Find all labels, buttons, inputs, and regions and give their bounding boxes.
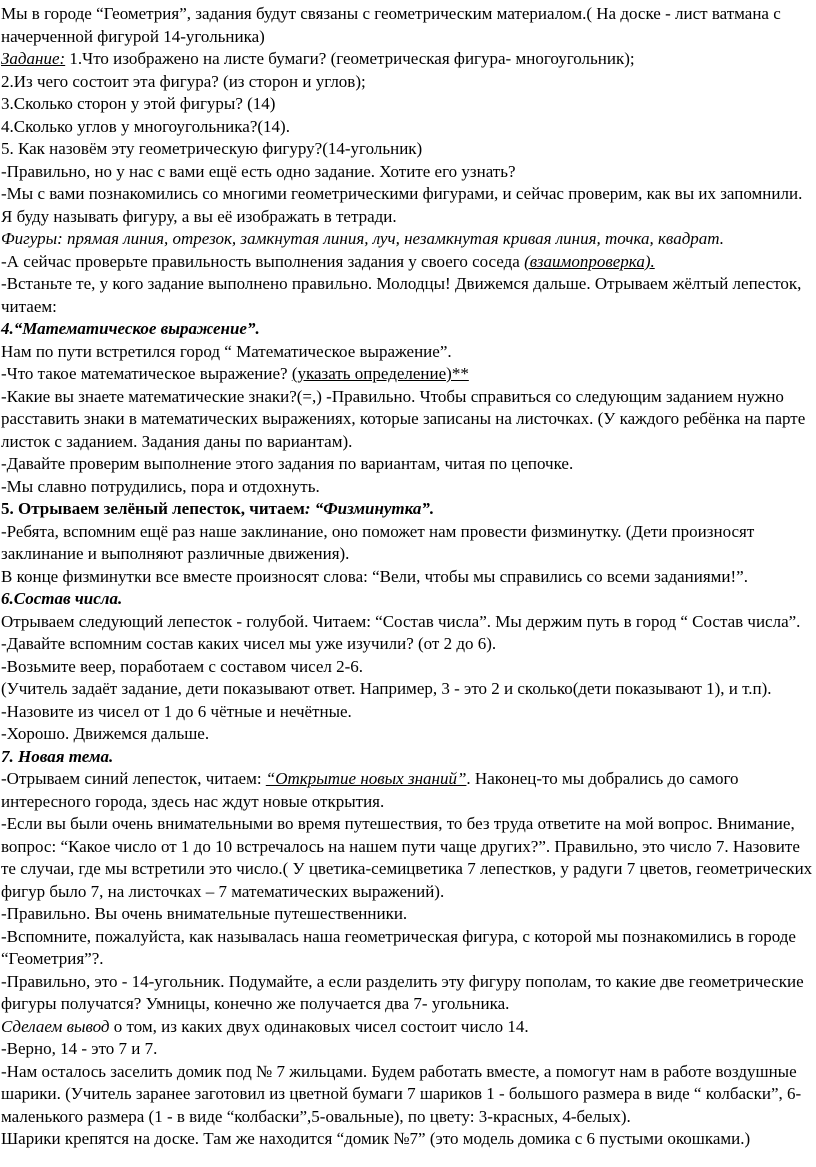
document-page: [1, 3, 813, 1151]
peer-check-note: (взаимопроверка).: [524, 251, 655, 271]
paragraph-move-on: -Хорошо. Движемся дальше.: [1, 724, 210, 743]
conclusion-text: о том, из каких двух одинаковых чисел состоит число 14.: [109, 1016, 529, 1036]
expression-question: -Что такое математическое выражение?: [1, 364, 292, 383]
paragraph-next-petal: Отрываем следующий лепесток - голубой. Читаем: “Состав числа”. Мы держим путь в город “ Состав числа”.: [1, 611, 801, 631]
peer-check-text: -А сейчас проверьте правильность выполнения задания у своего соседа: [1, 251, 525, 271]
section-heading-5: [1, 498, 813, 521]
paragraph-correct: -Правильно, но у нас с вами ещё есть одно задание. Хотите его узнать?: [1, 161, 516, 181]
paragraph-check-chain: -Давайте проверим выполнение этого задания по вариантам, читая по цепочке.: [1, 454, 574, 473]
paragraph-even-odd: -Назовите из чисел от 1 до 6 чётные и нечётные.: [1, 701, 352, 721]
paragraph-question-seven: -Если вы были очень внимательными во время путешествия, то без труда ответите на мой вопрос. Внимание, вопрос: “Какое число от 1 до 10 встречалось на нашем пути чаще других?”. Правильно, это число 7. Назовите те случаи, где мы встретили это число.( У цветика-семицветика 7 лепестков, у радуги 7 цветов, геометрических фигур было 7, на листочках – 7 математических выражений).: [1, 814, 813, 901]
heading-5-title: : “Физминутка”.: [304, 499, 435, 518]
paragraph-stand-up: -Встаньте те, у кого задание выполнено правильно. Молодцы! Движемся дальше. Отрываем жёлтый лепесток, читаем:: [1, 274, 802, 316]
paragraph-task-5: 5. Как назовём эту геометрическую фигуру?(14-угольник): [1, 139, 423, 158]
paragraph-house-balloons: -Нам осталось заселить домик под № 7 жильцами. Будем работать вместе, а помогут нам в работе воздушные шарики. (Учитель заранее заготовил из цветной бумаги 7 шариков 1 - большого размера в виде “ колбаски”, 6-маленького размера (1 - в виде “колбаски”,5-овальные), по цвету: 3-красных, 4-белых).: [1, 1061, 802, 1126]
paragraph-seven-and-seven: -Верно, 14 - это 7 и 7.: [1, 1039, 158, 1058]
paragraph-conclusion: [1, 1016, 813, 1039]
paragraph-math-signs: -Какие вы знаете математические знаки?(=,) -Правильно. Чтобы справиться со следующим заданием нужно расставить знаки в математических выражениях, которые записаны на листочках. (У каждого ребёнка на парте листок с заданием. Задания даны по вариантам).: [1, 386, 806, 451]
paragraph-rest: -Мы славно потрудились, пора и отдохнуть.: [1, 476, 320, 496]
paragraph-task-2: 2.Из чего состоит эта фигура? (из сторон и углов);: [1, 71, 366, 91]
task-1-text: 1.Что изображено на листе бумаги? (геометрическая фигура- многоугольник);: [65, 49, 635, 68]
paragraph-task-3: 3.Сколько сторон у этой фигуры? (14): [1, 94, 276, 113]
paragraph-remember-figure: -Вспомните, пожалуйста, как называлась наша геометрическая фигура, с которой мы познакомились в городе “Геометрия”?.: [1, 926, 796, 968]
definition-note: (указать определение)**: [291, 364, 469, 383]
paragraph-exercise-end: В конце физминутки все вместе произносят слова: “Вели, чтобы мы справились со всеми заданиями!”.: [1, 566, 748, 586]
paragraph-teacher-task: (Учитель задаёт задание, дети показывают ответ. Например, 3 - это 2 и сколько(дети показывают 1), и т.п).: [1, 679, 772, 698]
paragraph-figures-list: Фигуры: прямая линия, отрезок, замкнутая линия, луч, незамкнутая кривая линия, точка, квадрат.: [1, 229, 725, 248]
paragraph-spell: -Ребята, вспомним ещё раз наше заклинание, оно поможет нам провести физминутку. (Дети произносят заклинание и выполняют различные движения).: [1, 521, 755, 563]
paragraph-fan: -Возьмите веер, поработаем с составом чисел 2-6.: [1, 656, 364, 676]
paragraph-board: Шарики крепятся на доске. Там же находится “домик №7” (это модель домика с 6 пустыми окошками.): [1, 1129, 751, 1148]
paragraph-number-composition: -Давайте вспомним состав каких чисел мы уже изучили? (от 2 до 6).: [1, 634, 497, 653]
new-knowledge-title: “Открытие новых знаний”: [265, 769, 467, 788]
section-heading-7: 7. Новая тема.: [1, 746, 114, 766]
paragraph-fourteen-gon: -Правильно, это - 14-угольник. Подумайте, а если разделить эту фигуру пополам, то какие две геометрические фигуры получатся? Умницы, конечно же получается два 7- угольника.: [1, 971, 804, 1013]
paragraph-what-is-expression: [1, 363, 813, 386]
paragraph-task-1: [1, 48, 813, 71]
conclusion-label: Сделаем вывод: [1, 1016, 110, 1036]
paragraph-task-4: 4.Сколько углов у многоугольника?(14).: [1, 116, 290, 136]
paragraph-travellers: -Правильно. Вы очень внимательные путешественники.: [1, 904, 408, 923]
task-label: Задание:: [1, 49, 66, 68]
heading-5-text: 5. Отрываем зелёный лепесток, читаем: [1, 499, 305, 518]
paragraph-blue-petal: [1, 768, 813, 813]
paragraph-intro: Мы в городе “Геометрия”, задания будут связаны с геометрическим материалом.( На доске - лист ватмана с начерченной фигурой 14-угольника): [1, 4, 781, 46]
section-heading-4: 4.“Математическое выражение”.: [1, 319, 260, 338]
blue-petal-rest: . Наконец-то мы добрались до самого интересного города, здесь нас ждут новые открытия.: [1, 769, 739, 811]
paragraph-city-expression: Нам по пути встретился город “ Математическое выражение”.: [1, 341, 452, 361]
paragraph-peer-check: [1, 251, 813, 274]
section-heading-6: 6.Состав числа.: [1, 589, 123, 608]
paragraph-figures-intro: -Мы с вами познакомились со многими геометрическими фигурами, и сейчас проверим, как вы их запомнили. Я буду называть фигуру, а вы её изображать в тетради.: [1, 184, 803, 226]
blue-petal-text: -Отрываем синий лепесток, читаем:: [1, 769, 266, 788]
